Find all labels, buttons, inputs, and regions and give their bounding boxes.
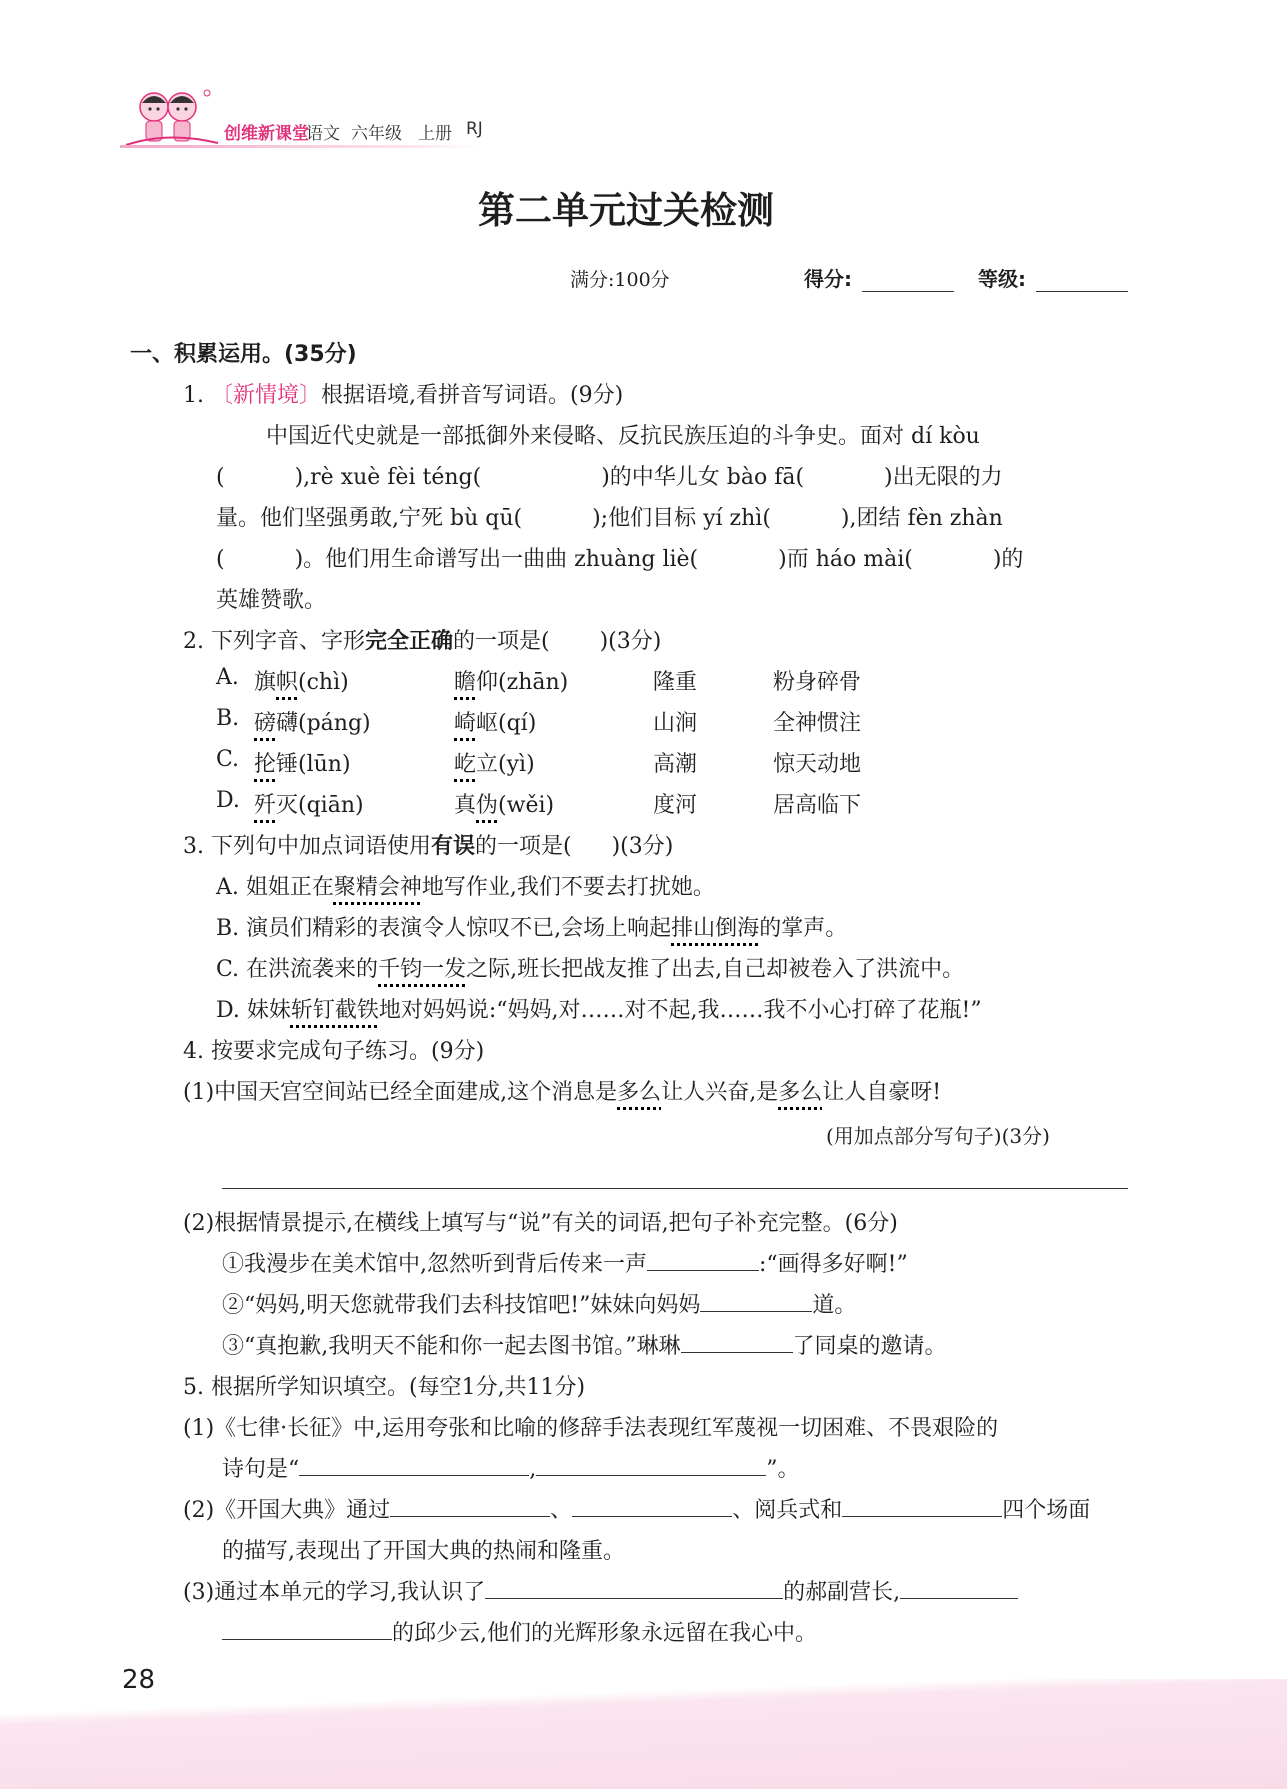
q5-part-2: (2)《开国大典》通过 、 、阅兵式和 四个场面: [183, 1498, 1091, 1523]
brand-name: 创维新课堂: [224, 124, 309, 144]
score-blank[interactable]: [862, 291, 954, 292]
q1-number: 1.: [183, 383, 204, 408]
question-3-stem: 3. 下列句中加点词语使用有误的一项是( )(3分): [183, 834, 674, 859]
q5-part-1-answer: 诗句是“ , ”。: [222, 1457, 800, 1482]
question-5-stem: 5. 根据所学知识填空。(每空1分,共11分): [183, 1375, 586, 1400]
edition: RJ: [466, 119, 483, 139]
answer-blank[interactable]: [572, 1496, 732, 1517]
new-context-tag: 〔新情境〕: [211, 383, 322, 408]
answer-blank[interactable]: [390, 1496, 550, 1517]
q3-option-b[interactable]: B. 演员们精彩的表演令人惊叹不已,会场上响起排山倒海的掌声。: [216, 916, 848, 941]
volume: 上册: [418, 124, 452, 144]
q4-sentence-2: ②“妈妈,明天您就带我们去科技馆吧!”妹妹向妈妈 道。: [222, 1293, 857, 1318]
grade-label: 等级:: [978, 267, 1026, 291]
q5-part-3-cont: 的邱少云,他们的光辉形象永远留在我心中。: [222, 1616, 817, 1647]
answer-blank[interactable]: [485, 1578, 783, 1599]
q5-part-3: (3)通过本单元的学习,我认识了 的郝副营长,: [183, 1575, 1018, 1606]
q1-line-3: 量。他们坚强勇敢,宁死 bù qū( );他们目标 yí zhì( ),团结 fèn zhàn: [216, 506, 1003, 531]
answer-blank[interactable]: [700, 1291, 812, 1312]
answer-blank[interactable]: [222, 1619, 392, 1640]
q3-option-d[interactable]: D. 妹妹斩钉截铁地对妈妈说:“妈妈,对……对不起,我……我不小心打碎了花瓶!”: [216, 998, 982, 1023]
q1-prompt: 根据语境,看拼音写词语。(9分): [321, 383, 624, 408]
page-number: 28: [122, 1665, 156, 1695]
grade-blank[interactable]: [1036, 291, 1128, 292]
q1-line-4: ( )。他们用生命谱写出一曲曲 zhuàng liè( )而 háo mài( )的: [216, 547, 1024, 572]
page-title: 第二单元过关检测: [478, 189, 774, 232]
q5-part-1: (1)《七律·长征》中,运用夸张和比喻的修辞手法表现红军蔑视一切困难、不畏艰险的: [183, 1416, 999, 1441]
q4-part-1-requirement: (用加点部分写句子)(3分): [826, 1124, 1050, 1148]
question-2-stem: 2. 下列字音、字形完全正确的一项是( )(3分): [183, 629, 662, 654]
subject: 语文: [306, 124, 340, 144]
q1-line-1: 中国近代史就是一部抵御外来侵略、反抗民族压迫的斗争史。面对 dí kòu: [266, 424, 980, 449]
section-heading: 一、积累运用。(35分): [130, 342, 357, 367]
q4-part-1: (1)中国天宫空间站已经全面建成,这个消息是多么让人兴奋,是多么让人自豪呀!: [183, 1080, 942, 1105]
score-label: 得分:: [804, 267, 852, 291]
q5-part-2-cont: 的描写,表现出了开国大典的热闹和隆重。: [222, 1539, 625, 1564]
full-score: 满分:100分: [570, 269, 670, 291]
q4-part-2: (2)根据情景提示,在横线上填写与“说”有关的词语,把句子补充完整。(6分): [183, 1211, 898, 1236]
answer-line[interactable]: [222, 1188, 1128, 1189]
answer-blank[interactable]: [536, 1455, 766, 1476]
q1-line-2: ( ),rè xuè fèi téng( )的中华儿女 bào fā( )出无限的力: [216, 465, 1003, 490]
answer-blank[interactable]: [299, 1455, 529, 1476]
answer-blank[interactable]: [900, 1578, 1018, 1599]
answer-blank[interactable]: [842, 1496, 1002, 1517]
q1-line-5: 英雄赞歌。: [216, 588, 327, 613]
q3-option-c[interactable]: C. 在洪流袭来的千钧一发之际,班长把战友推了出去,自己却被卷入了洪流中。: [216, 957, 965, 982]
answer-blank[interactable]: [681, 1332, 793, 1353]
header-divider: [120, 145, 480, 148]
q4-sentence-1: ①我漫步在美术馆中,忽然听到背后传来一声 :“画得多好啊!”: [222, 1252, 908, 1277]
question-4-stem: 4. 按要求完成句子练习。(9分): [183, 1039, 485, 1064]
footer-band: [0, 1679, 1287, 1789]
q4-sentence-3: ③“真抱歉,我明天不能和你一起去图书馆。”琳琳 了同桌的邀请。: [222, 1334, 947, 1359]
answer-blank[interactable]: [647, 1250, 759, 1271]
grade: 六年级: [351, 124, 402, 144]
question-1-stem: [183, 378, 623, 409]
mascot-logo: [122, 85, 222, 151]
q3-option-a[interactable]: A. 姐姐正在聚精会神地写作业,我们不要去打扰她。: [216, 875, 715, 900]
